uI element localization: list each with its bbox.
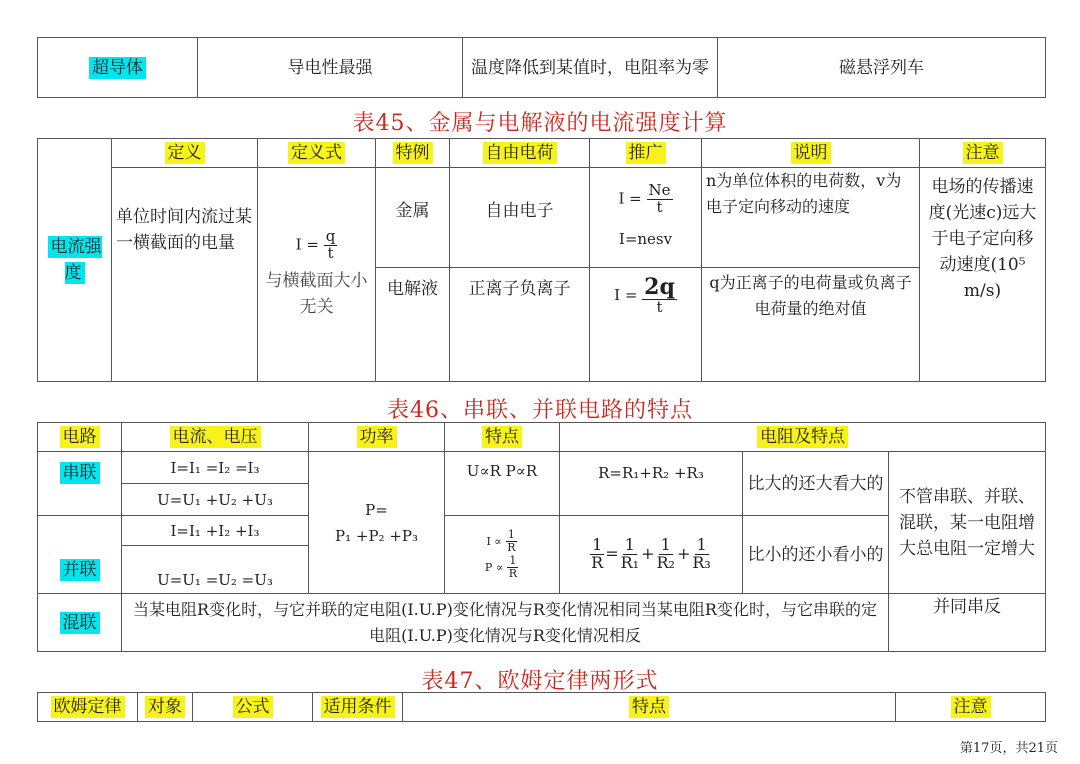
t45-electrolyte-formula: I = $\frac{2q}{t}$: [590, 268, 702, 382]
t45-metal-formula: I = $\frac{Ne}{t}$ I=nesv: [590, 168, 702, 268]
superconductor-property: 导电性最强: [198, 38, 463, 98]
superconductor-application: 磁悬浮列车: [718, 38, 1046, 98]
t45-electrolyte-charge: 正离子负离子: [450, 268, 590, 382]
series-current: I=I₁ =I₂ =I₃: [122, 452, 309, 484]
t47-header-condition: 适用条件: [313, 693, 403, 722]
t45-header-definition: 定义: [112, 139, 258, 168]
parallel-resistance: $\frac{1}{R}$ = $\frac{1}{\text{R₁}}$ + $\frac{1}{\text{R₂}}$ + $\frac{1}{\text{R₃}}$: [560, 516, 743, 594]
parallel-feature: I ∝ $\frac{1}{R}$ P ∝ $\frac{1}{R}$: [445, 516, 560, 594]
page-footer: 第17页，共21页: [959, 741, 1058, 756]
table46: [37, 422, 1046, 652]
series-resistance: R=R₁+R₂ +R₃: [560, 452, 743, 516]
parallel-label: 并联: [38, 516, 122, 594]
def-note: 与横截面大小无关: [265, 270, 368, 317]
t46-header-resistance: 电阻及特点: [560, 423, 1046, 452]
t45-electrolyte-case: 电解液: [376, 268, 450, 382]
t45-header-free-charge: 自由电荷: [450, 139, 590, 168]
def-formula: I = $\frac{q}{t}$: [295, 227, 336, 262]
t45-header-note: 注意: [920, 139, 1046, 168]
current-intensity-label: 电流强度: [38, 139, 112, 382]
parallel-rule: 比小的还小看小的: [743, 516, 889, 594]
t45-header-def-formula: 定义式: [258, 139, 376, 168]
t46-header-power: 功率: [309, 423, 445, 452]
table45: [37, 138, 1046, 382]
superconductor-label: 超导体: [38, 38, 198, 98]
t45-metal-charge: 自由电子: [450, 168, 590, 268]
t45-header-case: 特例: [376, 139, 450, 168]
t45-metal-case: 金属: [376, 168, 450, 268]
t45-definition: 单位时间内流过某一横截面的电量: [112, 168, 258, 382]
t46-header-circuit: 电路: [38, 423, 122, 452]
superconductor-table: [37, 37, 1046, 98]
superconductor-condition: 温度降低到某值时，电阻率为零: [463, 38, 718, 98]
mixed-text: 当某电阻R变化时，与它并联的定电阻(I.U.P)变化情况与R变化情况相同当某电阻R变化时，与它串联的定电阻(I.U.P)变化情况与R变化情况相反: [122, 594, 889, 652]
t45-note: 电场的传播速度(光速c)远大于电子定向移动速度(10⁵ m/s): [920, 168, 1046, 382]
t47-header-feature: 特点: [403, 693, 896, 722]
series-label: 串联: [38, 452, 122, 516]
table46-title: 表46、串联、并联电路的特点: [387, 398, 693, 423]
t45-header-generalize: 推广: [590, 139, 702, 168]
t47-header-ohm: 欧姆定律: [38, 693, 138, 722]
parallel-voltage: U=U₁ =U₂ =U₃: [122, 546, 309, 594]
t45-header-explain: 说明: [702, 139, 920, 168]
parallel-current: I=I₁ +I₂ +I₃: [122, 516, 309, 546]
series-rule: 比大的还大看大的: [743, 452, 889, 516]
t46-header-feature: 特点: [445, 423, 560, 452]
t46-general: 不管串联、并联、混联，某一电阻增大总电阻一定增大: [889, 452, 1046, 594]
table47: [37, 692, 1046, 722]
t45-metal-explain: n为单位体积的电荷数，v为电子定向移动的速度: [702, 168, 920, 268]
t47-header-formula: 公式: [193, 693, 313, 722]
mixed-summary: 并同串反: [889, 594, 1046, 652]
table47-title: 表47、欧姆定律两形式: [421, 669, 659, 694]
t46-header-current-voltage: 电流、电压: [122, 423, 309, 452]
t47-header-note: 注意: [896, 693, 1046, 722]
series-voltage: U=U₁ +U₂ +U₃: [122, 484, 309, 516]
t45-def-formula: [258, 168, 376, 382]
t47-header-object: 对象: [138, 693, 193, 722]
series-feature: U∝R P∝R: [445, 452, 560, 516]
t46-power: P= P₁ +P₂ +P₃: [309, 452, 445, 594]
t45-electrolyte-explain: q为正离子的电荷量或负离子电荷量的绝对值: [702, 268, 920, 382]
metal-formula-2: I=nesv: [618, 229, 673, 248]
mixed-label: 混联: [38, 594, 122, 652]
table45-title: 表45、金属与电解液的电流强度计算: [352, 111, 728, 136]
